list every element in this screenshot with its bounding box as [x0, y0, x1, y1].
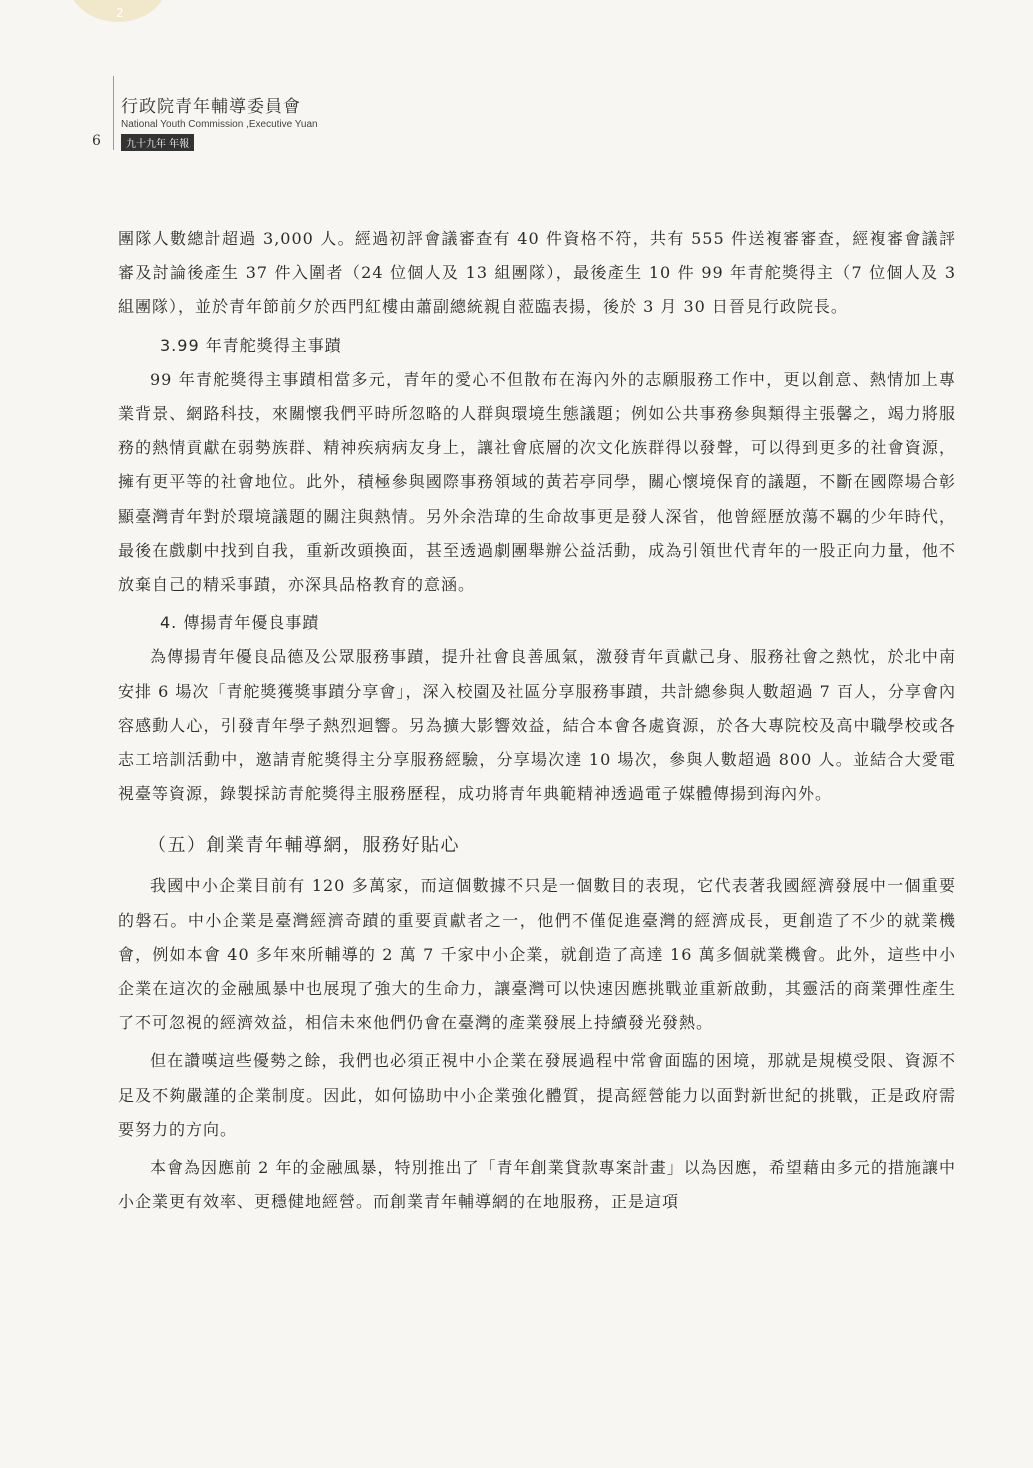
subheading: 3.99 年青舵獎得主事蹟 [160, 335, 342, 355]
subheading: 4. 傳揚青年優良事蹟 [160, 613, 320, 633]
org-title-en: National Youth Commission ,Executive Yuan [121, 119, 318, 130]
header-divider [113, 76, 114, 150]
paragraph: 本會為因應前 2 年的金融風暴，特別推出了「青年創業貸款專案計畫」以為因應，希望藉由多元的措施讓中小企業更有效率、更穩健地經營。而創業青年輔導網的在地服務，正是這項 [118, 1158, 956, 1212]
section-heading: （五）創業青年輔導網，服務好貼心 [148, 835, 460, 857]
report-label: 九十九年 年報 [121, 134, 194, 151]
article-body [118, 222, 956, 1219]
paragraph: 我國中小企業目前有 120 多萬家，而這個數據不只是一個數目的表現，它代表著我國經濟發展中一個重要的磐石。中小企業是臺灣經濟奇蹟的重要貢獻者之一，他們不僅促進臺灣的經濟成長，更創造了不少的就業機會，例如本會 40 多年來所輔導的 2 萬 7 千家中小企業，就創造了高達 16 萬多個就業機會。此外，這些中小企業在這次的金融風暴中也展現了強大的生命力，讓臺灣可以快速因應挑戰並重新啟動，其靈活的商業彈性產生了不可忽視的經濟效益，相信未來他們仍會在臺灣的產業發展上持續發光發熱。 [118, 876, 956, 1033]
page-number: 6 [92, 133, 101, 149]
paragraph: 但在讚嘆這些優勢之餘，我們也必須正視中小企業在發展過程中常會面臨的困境，那就是規模受限、資源不足及不夠嚴謹的企業制度。因此，如何協助中小企業強化體質，提高經營能力以面對新世紀的挑戰，正是政府需要努力的方向。 [118, 1051, 956, 1139]
paragraph: 99 年青舵獎得主事蹟相當多元，青年的愛心不但散布在海內外的志願服務工作中，更以創意、熱情加上專業背景、網路科技，來關懷我們平時所忽略的人群與環境生態議題；例如公共事務參與類得主張馨之，竭力將服務的熱情貢獻在弱勢族群、精神疾病病友身上，讓社會底層的次文化族群得以發聲，可以得到更多的社會資源，擁有更平等的社會地位。此外，積極參與國際事務領域的黃若亭同學，關心懷境保育的議題，不斷在國際場合彰顯臺灣青年對於環境議題的關注與熱情。另外余浩瑋的生命故事更是發人深省，他曾經歷放蕩不羈的少年時代，最後在戲劇中找到自我，重新改頭換面，甚至透過劇團舉辦公益活動，成為引領世代青年的一股正向力量，他不放棄自己的精采事蹟，亦深具品格教育的意涵。 [118, 369, 956, 595]
running-header [121, 92, 318, 151]
paragraph: 團隊人數總計超過 3,000 人。經過初評會議審查有 40 件資格不符，共有 555 件送複審審查，經複審會議評審及討論後產生 37 件入圍者（24 位個人及 13 組團隊），最後產生 10 件 99 年青舵獎得主（7 位個人及 3 組團隊），並於青年節前夕於西門紅樓由蕭副總統親自蒞臨表揚，後於 3 月 30 日晉見行政院長。 [118, 229, 956, 317]
corner-number: 2 [116, 6, 124, 20]
paragraph: 為傳揚青年優良品德及公眾服務事蹟，提升社會良善風氣，激發青年貢獻己身、服務社會之熱忱，於北中南安排 6 場次「青舵獎獲獎事蹟分享會」，深入校園及社區分享服務事蹟，共計總參與人數超過 7 百人，分享會內容感動人心，引發青年學子熱烈迴響。另為擴大影響效益，結合本會各處資源，於各大專院校及高中職學校或各志工培訓活動中，邀請青舵獎得主分享服務經驗，分享場次達 10 場次，參與人數超過 800 人。並結合大愛電視臺等資源，錄製採訪青舵獎得主服務歷程，成功將青年典範精神透過電子媒體傳揚到海內外。 [118, 647, 956, 804]
org-title: 行政院青年輔導委員會 [121, 97, 301, 117]
